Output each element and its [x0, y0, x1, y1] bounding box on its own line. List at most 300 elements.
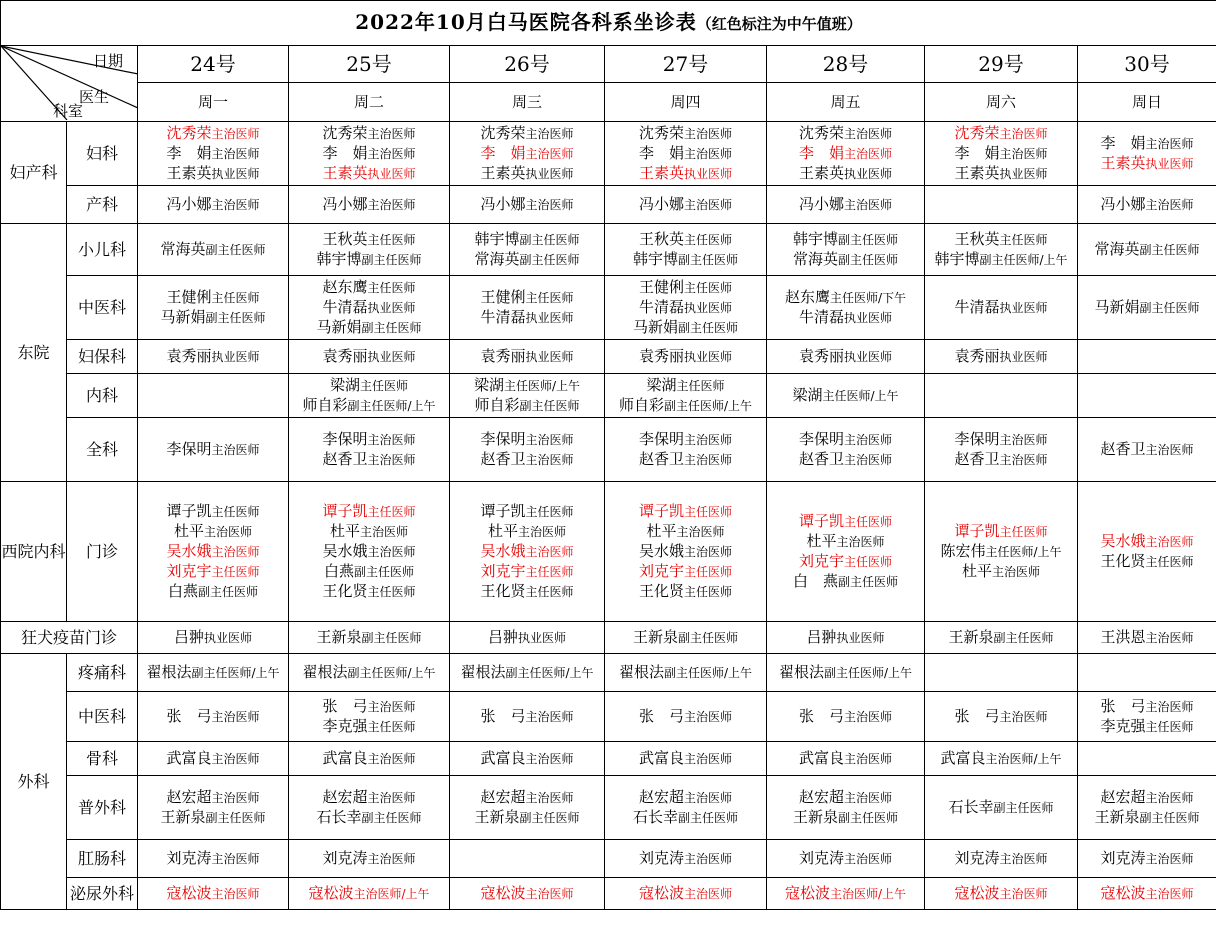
doctor-entry — [289, 144, 449, 164]
doctor-name: 王素英 — [322, 163, 368, 182]
doctor-entry — [605, 707, 766, 727]
doctor-name: 刘克宇 — [166, 561, 212, 580]
doctor-title: 主任医师 — [367, 280, 416, 295]
schedule-cell — [1078, 692, 1216, 742]
doctor-name: 李 娟 — [954, 143, 1000, 162]
doctor-name: 张 弓 — [322, 696, 368, 715]
doctor-entry — [925, 144, 1077, 164]
doctor-entry — [138, 628, 288, 648]
doctor-name: 王化贤 — [480, 581, 526, 600]
doctor-entry — [289, 502, 449, 522]
doctor-title: 主治医师 — [684, 851, 733, 866]
doctor-entry — [605, 430, 766, 450]
doctor-title: 主治医师 — [999, 886, 1048, 901]
schedule-cell — [1078, 186, 1216, 224]
doctor-name: 寇松波 — [166, 883, 212, 902]
schedule-cell — [289, 622, 450, 654]
doctor-entry — [289, 697, 449, 717]
title-main: 2022年10月白马医院各科系坐诊表 — [355, 9, 697, 34]
schedule-cell — [138, 654, 289, 692]
doctor-name: 师自彩 — [618, 395, 664, 414]
schedule-cell — [605, 374, 767, 418]
schedule-cell — [138, 482, 289, 622]
schedule-cell — [450, 840, 605, 878]
doctor-entry — [138, 884, 288, 904]
doctor-title: 副主任医师 — [678, 810, 739, 825]
schedule-row — [1, 622, 1216, 654]
doctor-name: 杜平 — [806, 531, 837, 550]
doctor-entry — [289, 884, 449, 904]
doctor-name: 杜平 — [961, 561, 992, 580]
doctor-entry — [605, 347, 766, 367]
schedule-cell — [138, 878, 289, 910]
doctor-name: 赵宏超 — [166, 787, 212, 806]
doctor-title: 副主任医师/上午 — [347, 665, 436, 680]
doctor-name: 翟根法 — [302, 662, 348, 681]
doctor-title: 主任医师 — [367, 504, 416, 519]
doctor-name: 冯小娜 — [638, 194, 684, 213]
schedule-cell — [925, 654, 1078, 692]
doctor-name: 刘克涛 — [798, 848, 844, 867]
schedule-cell — [450, 186, 605, 224]
doctor-title: 主治医师 — [204, 524, 253, 539]
doctor-entry — [925, 347, 1077, 367]
doctor-name: 沈秀荣 — [480, 123, 526, 142]
doctor-name: 王新泉 — [632, 627, 678, 646]
doctor-title: 主治医师 — [684, 432, 733, 447]
doctor-entry — [605, 788, 766, 808]
group-label: 东院 — [1, 224, 67, 482]
doctor-name: 冯小娜 — [322, 194, 368, 213]
doctor-name: 赵宏超 — [798, 787, 844, 806]
schedule-cell — [289, 878, 450, 910]
department-label: 骨科 — [67, 742, 138, 776]
doctor-name: 陈宏伟 — [940, 541, 986, 560]
doctor-title: 执业医师 — [367, 166, 416, 181]
doctor-title: 主治医师 — [999, 452, 1048, 467]
doctor-name: 赵香卫 — [798, 449, 844, 468]
doctor-name: 翟根法 — [460, 662, 506, 681]
schedule-cell — [925, 742, 1078, 776]
group-label: 外科 — [1, 654, 67, 910]
doctor-entry — [289, 347, 449, 367]
doctor-title: 副主任医师 — [519, 810, 580, 825]
doctor-entry — [450, 884, 604, 904]
doctor-entry — [767, 347, 924, 367]
doctor-entry — [605, 278, 766, 298]
schedule-cell — [450, 622, 605, 654]
doctor-entry — [138, 542, 288, 562]
doctor-entry — [138, 440, 288, 460]
doctor-name: 常海英 — [792, 249, 838, 268]
schedule-cell — [605, 776, 767, 840]
doctor-title: 主治医师 — [211, 126, 260, 141]
doctor-title: 主治医师 — [684, 709, 733, 724]
schedule-cell — [1078, 482, 1216, 622]
doctor-title: 执业医师 — [684, 166, 733, 181]
doctor-entry — [767, 230, 924, 250]
doctor-entry — [925, 798, 1077, 818]
doctor-title: 执业医师 — [1145, 156, 1194, 171]
doctor-entry — [450, 195, 604, 215]
doctor-entry — [605, 144, 766, 164]
weekday-header: 周五 — [767, 83, 925, 122]
schedule-cell — [289, 742, 450, 776]
schedule-row — [1, 276, 1216, 340]
doctor-entry — [767, 663, 924, 683]
doctor-entry — [605, 298, 766, 318]
doctor-entry — [767, 707, 924, 727]
doctor-entry — [138, 195, 288, 215]
doctor-title: 主治医师 — [992, 564, 1041, 579]
schedule-cell — [138, 776, 289, 840]
schedule-cell — [450, 878, 605, 910]
doctor-entry — [605, 749, 766, 769]
doctor-entry — [925, 522, 1077, 542]
schedule-cell — [767, 878, 925, 910]
doctor-title: 主治医师 — [367, 197, 416, 212]
doctor-entry — [605, 502, 766, 522]
schedule-cell — [767, 776, 925, 840]
doctor-title: 主任医师/下午 — [829, 290, 907, 305]
schedule-cell — [1078, 224, 1216, 276]
doctor-name: 吴水娥 — [166, 541, 212, 560]
doctor-name: 牛清磊 — [954, 297, 1000, 316]
doctor-name: 常海英 — [160, 239, 206, 258]
doctor-title: 执业医师 — [999, 300, 1048, 315]
doctor-entry — [767, 288, 924, 308]
date-header: 25号 — [289, 46, 450, 83]
doctor-title: 主治医师 — [525, 197, 574, 212]
doctor-title: 副主任医师 — [198, 584, 259, 599]
doctor-title: 副主任医师 — [993, 630, 1054, 645]
doctor-name: 牛清磊 — [798, 307, 844, 326]
doctor-title: 主治医师 — [211, 146, 260, 161]
doctor-entry — [1078, 808, 1216, 828]
doctor-title: 副主任医师 — [838, 574, 899, 589]
doctor-name: 常海英 — [474, 249, 520, 268]
doctor-entry — [450, 582, 604, 602]
doctor-title: 主任医师 — [1145, 719, 1194, 734]
doctor-entry — [289, 542, 449, 562]
doctor-title: 副主任医师 — [361, 320, 422, 335]
doctor-entry — [767, 572, 924, 592]
doctor-title: 副主任医师 — [678, 252, 739, 267]
doctor-name: 吴水娥 — [1100, 531, 1146, 550]
schedule-cell — [605, 224, 767, 276]
schedule-row — [1, 224, 1216, 276]
doctor-entry — [1078, 717, 1216, 737]
doctor-title: 执业医师 — [999, 166, 1048, 181]
schedule-cell — [450, 742, 605, 776]
doctor-title: 主治医师 — [367, 452, 416, 467]
schedule-cell — [138, 374, 289, 418]
doctor-name: 王素英 — [638, 163, 684, 182]
doctor-title: 主任医师 — [211, 504, 260, 519]
corner-date-label: 日期 — [93, 52, 124, 70]
doctor-entry — [138, 502, 288, 522]
doctor-entry — [289, 376, 449, 396]
doctor-entry — [289, 164, 449, 184]
doctor-name: 张 弓 — [1100, 696, 1146, 715]
doctor-name: 寇松波 — [1100, 883, 1146, 902]
doctor-name: 李保明 — [166, 439, 212, 458]
doctor-entry — [605, 195, 766, 215]
doctor-name: 袁秀丽 — [166, 346, 212, 365]
doctor-name: 张 弓 — [798, 706, 844, 725]
doctor-entry — [450, 808, 604, 828]
doctor-title: 执业医师 — [211, 166, 260, 181]
doctor-name: 王新泉 — [792, 807, 838, 826]
doctor-name: 韩宇博 — [792, 229, 838, 248]
schedule-cell — [138, 224, 289, 276]
doctor-title: 主任医师 — [676, 378, 725, 393]
doctor-entry — [1078, 552, 1216, 572]
schedule-row — [1, 878, 1216, 910]
schedule-cell — [605, 482, 767, 622]
doctor-title: 主治医师 — [525, 126, 574, 141]
doctor-name: 冯小娜 — [166, 194, 212, 213]
doctor-title: 主任医师 — [525, 504, 574, 519]
doctor-title: 副主任医师/上午 — [505, 665, 594, 680]
schedule-cell — [1078, 340, 1216, 374]
doctor-name: 沈秀荣 — [322, 123, 368, 142]
page-title — [1, 1, 1216, 46]
doctor-name: 袁秀丽 — [638, 346, 684, 365]
doctor-name: 赵东鹰 — [322, 277, 368, 296]
doctor-name: 刘克涛 — [322, 848, 368, 867]
doctor-name: 常海英 — [1094, 239, 1140, 258]
doctor-name: 刘克宇 — [798, 551, 844, 570]
doctor-name: 石长幸 — [316, 807, 362, 826]
doctor-title: 主治医师 — [684, 886, 733, 901]
doctor-entry — [450, 628, 604, 648]
doctor-entry — [1078, 298, 1216, 318]
doctor-title: 主治医师 — [1145, 197, 1194, 212]
doctor-name: 谭子凯 — [798, 511, 844, 530]
doctor-name: 牛清磊 — [322, 297, 368, 316]
schedule-cell — [289, 654, 450, 692]
doctor-title: 主任医师 — [844, 554, 893, 569]
doctor-title: 主任医师 — [844, 514, 893, 529]
doctor-title: 执业医师 — [518, 630, 567, 645]
doctor-name: 王素英 — [798, 163, 844, 182]
department-label: 内科 — [67, 374, 138, 418]
doctor-title: 主治医师 — [836, 534, 885, 549]
doctor-title: 主治医师 — [367, 751, 416, 766]
schedule-cell — [289, 418, 450, 482]
doctor-name: 吴水娥 — [638, 541, 684, 560]
doctor-name: 沈秀荣 — [638, 123, 684, 142]
doctor-title: 主治医师 — [525, 886, 574, 901]
date-row — [1, 46, 1216, 83]
doctor-title: 执业医师 — [525, 166, 574, 181]
doctor-entry — [138, 347, 288, 367]
doctor-title: 主治医师 — [999, 126, 1048, 141]
doctor-entry — [605, 562, 766, 582]
schedule-cell — [925, 622, 1078, 654]
doctor-name: 王素英 — [480, 163, 526, 182]
doctor-title: 主治医师/上午 — [985, 751, 1062, 766]
doctor-entry — [925, 250, 1077, 270]
doctor-entry — [289, 250, 449, 270]
doctor-entry — [289, 849, 449, 869]
schedule-cell — [289, 186, 450, 224]
schedule-cell — [925, 340, 1078, 374]
doctor-name: 赵宏超 — [1100, 787, 1146, 806]
corner-dept-label: 科室 — [53, 102, 84, 120]
date-header: 24号 — [138, 46, 289, 83]
schedule-cell — [1078, 840, 1216, 878]
doctor-name: 赵香卫 — [638, 449, 684, 468]
doctor-entry — [450, 450, 604, 470]
doctor-entry — [605, 450, 766, 470]
doctor-title: 主治医师 — [1145, 630, 1194, 645]
date-header: 29号 — [925, 46, 1078, 83]
schedule-cell — [767, 654, 925, 692]
doctor-title: 主任医师 — [999, 232, 1048, 247]
doctor-name: 赵香卫 — [1100, 439, 1146, 458]
doctor-title: 主任医师/上午 — [985, 544, 1062, 559]
doctor-name: 李 娟 — [638, 143, 684, 162]
weekday-header: 周四 — [605, 83, 767, 122]
doctor-entry — [767, 124, 924, 144]
doctor-name: 谭子凯 — [638, 501, 684, 520]
department-label: 疼痛科 — [67, 654, 138, 692]
schedule-cell — [1078, 776, 1216, 840]
doctor-entry — [605, 396, 766, 416]
doctor-title: 主任医师/上午 — [822, 388, 899, 403]
schedule-row — [1, 742, 1216, 776]
doctor-entry — [289, 663, 449, 683]
doctor-name: 王新泉 — [1094, 807, 1140, 826]
doctor-entry — [289, 318, 449, 338]
schedule-cell — [1078, 276, 1216, 340]
doctor-entry — [605, 230, 766, 250]
doctor-title: 主治医师 — [525, 452, 574, 467]
doctor-entry — [1078, 134, 1216, 154]
weekday-header: 周三 — [450, 83, 605, 122]
doctor-name: 王化贤 — [322, 581, 368, 600]
weekday-header: 周六 — [925, 83, 1078, 122]
doctor-name: 谭子凯 — [954, 521, 1000, 540]
doctor-title: 副主任医师 — [361, 252, 422, 267]
doctor-title: 执业医师 — [525, 310, 574, 325]
doctor-name: 袁秀丽 — [322, 346, 368, 365]
doctor-title: 副主任医师 — [205, 242, 266, 257]
schedule-cell — [925, 692, 1078, 742]
schedule-cell — [1078, 622, 1216, 654]
doctor-entry — [138, 663, 288, 683]
doctor-name: 牛清磊 — [638, 297, 684, 316]
doctor-name: 刘克涛 — [954, 848, 1000, 867]
doctor-name: 李 娟 — [322, 143, 368, 162]
doctor-entry — [289, 195, 449, 215]
doctor-name: 袁秀丽 — [798, 346, 844, 365]
doctor-entry — [767, 808, 924, 828]
date-header: 26号 — [450, 46, 605, 83]
doctor-entry — [605, 542, 766, 562]
doctor-name: 李保明 — [798, 429, 844, 448]
doctor-entry — [289, 450, 449, 470]
doctor-title: 主治医师 — [684, 751, 733, 766]
doctor-title: 副主任医师 — [361, 630, 422, 645]
doctor-title: 主治医师 — [844, 452, 893, 467]
doctor-entry — [767, 386, 924, 406]
doctor-name: 刘克涛 — [638, 848, 684, 867]
doctor-title: 主治医师 — [525, 432, 574, 447]
department-label: 门诊 — [67, 482, 138, 622]
schedule-cell — [1078, 878, 1216, 910]
doctor-name: 武富良 — [480, 748, 526, 767]
schedule-cell — [138, 186, 289, 224]
doctor-title: 主治医师 — [999, 709, 1048, 724]
schedule-cell — [138, 840, 289, 878]
doctor-name: 吴水娥 — [322, 541, 368, 560]
corner-header — [1, 46, 138, 122]
doctor-entry — [925, 164, 1077, 184]
doctor-title: 主治医师 — [844, 751, 893, 766]
doctor-entry — [605, 164, 766, 184]
doctor-name: 吕翀 — [806, 627, 837, 646]
schedule-row — [1, 692, 1216, 742]
doctor-title: 主治医师 — [844, 432, 893, 447]
doctor-entry — [138, 144, 288, 164]
doctor-entry — [925, 849, 1077, 869]
doctor-title: 副主任医师/上午 — [663, 665, 753, 680]
doctor-entry — [767, 628, 924, 648]
weekday-row — [1, 83, 1216, 122]
doctor-title: 主治医师 — [525, 544, 574, 559]
doctor-entry — [767, 430, 924, 450]
doctor-title: 主治医师 — [1145, 136, 1194, 151]
doctor-name: 武富良 — [638, 748, 684, 767]
department-label: 产科 — [67, 186, 138, 224]
doctor-title: 主治医师 — [844, 851, 893, 866]
doctor-title: 主治医师 — [999, 432, 1048, 447]
doctor-name: 袁秀丽 — [954, 346, 1000, 365]
group-label: 狂犬疫苗门诊 — [1, 622, 138, 654]
doctor-name: 赵宏超 — [322, 787, 368, 806]
doctor-entry — [767, 144, 924, 164]
doctor-title: 主治医师 — [1145, 851, 1194, 866]
doctor-name: 王素英 — [1100, 153, 1146, 172]
doctor-entry — [767, 164, 924, 184]
doctor-name: 吕翀 — [173, 627, 204, 646]
doctor-name: 李保明 — [638, 429, 684, 448]
schedule-cell — [767, 742, 925, 776]
doctor-entry — [289, 717, 449, 737]
doctor-entry — [605, 808, 766, 828]
schedule-cell — [289, 840, 450, 878]
doctor-name: 李 娟 — [798, 143, 844, 162]
doctor-title: 主任医师 — [684, 280, 733, 295]
doctor-entry — [289, 788, 449, 808]
doctor-entry — [925, 230, 1077, 250]
doctor-entry — [450, 230, 604, 250]
doctor-entry — [450, 522, 604, 542]
doctor-name: 刘克宇 — [638, 561, 684, 580]
doctor-title: 主治医师 — [684, 126, 733, 141]
doctor-entry — [289, 749, 449, 769]
doctor-name: 李保明 — [480, 429, 526, 448]
doctor-entry — [925, 430, 1077, 450]
weekday-header: 周二 — [289, 83, 450, 122]
doctor-title: 副主任医师/上午 — [663, 398, 753, 413]
doctor-entry — [289, 298, 449, 318]
doctor-name: 牛清磊 — [480, 307, 526, 326]
doctor-name: 王化贤 — [1100, 551, 1146, 570]
